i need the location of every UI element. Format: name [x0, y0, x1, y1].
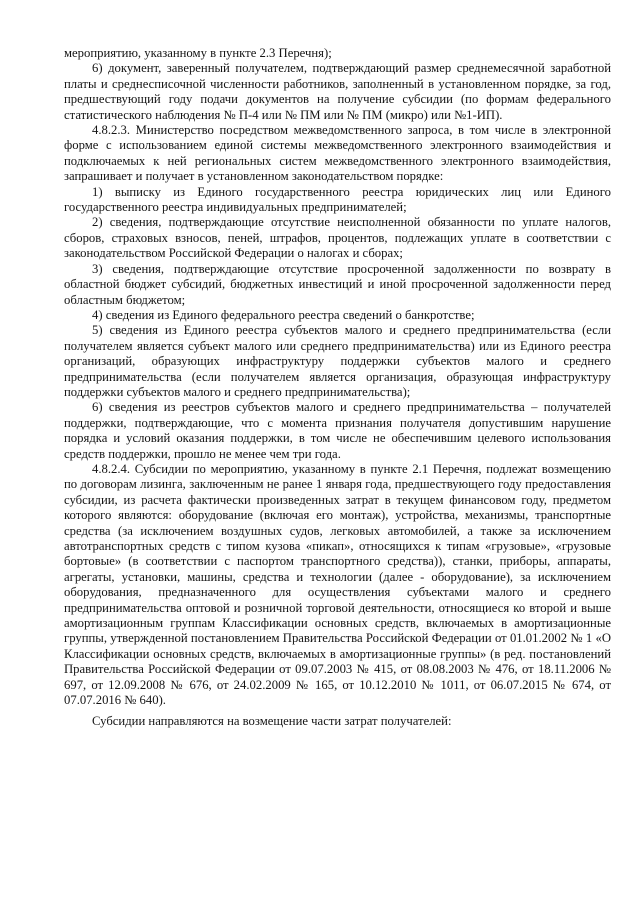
paragraph-item-2-taxes: 2) сведения, подтверждающие отсутствие неисполненной обязанности по уплате налогов, сборов, страховых взносов, пеней, штрафов, процентов, подлежащих уплате в соответствии с законодательством Российской Федерации о налогах и сборах; [64, 215, 611, 261]
paragraph-item-4-bankruptcy: 4) сведения из Единого федерального реестра сведений о банкротстве; [92, 307, 475, 322]
paragraph-item-6-support: 6) сведения из реестров субъектов малого и среднего предпринимательства – получателей поддержки, подтверждающие, что с момента признания получателя допустившим нарушение порядка и условий оказания поддержки, в том числе не обеспечившим целевого использования средств поддержки, прошло не менее чем три года. [64, 400, 611, 461]
paragraph-item-5-registry: 5) сведения из Единого реестра субъектов малого и среднего предпринимательства (если получателем является субъект малого или среднего предпринимательства) или из Единого реестра организаций, образующих инфраструктуру поддержки субъектов малого и среднего предпринимательства (если получателем является организация, образующая инфраструктуру поддержки субъектов малого и среднего предпринимательства); [64, 323, 611, 399]
document-body [64, 46, 611, 730]
paragraph-continuation: мероприятию, указанному в пункте 2.3 Перечня); [64, 46, 332, 60]
paragraph-subsidies: Субсидии направляются на возмещение части затрат получателей: [92, 714, 452, 729]
paragraph-4-8-2-4: 4.8.2.4. Субсидии по мероприятию, указанному в пункте 2.1 Перечня, подлежат возмещению по договорам лизинга, заключенным не ранее 1 января года, предшествующего году предоставления субсидии, из расчета фактически произведенных затрат в текущем финансовом году, предметом которого являются: оборудование (включая его монтаж), устройства, механизмы, транспортные средства (за исключением воздушных судов, легковых автомобилей, а также за исключением автотранспортных средств с типом кузова «пикап», относящихся к типам «грузовые», «грузовые бортовые» (в соответствии с паспортом транспортного средства)), станки, приборы, аппараты, агрегаты, установки, машины, средства и технологии (далее - оборудование), за исключением оборудования, предназначенного для осуществления субъектами малого и среднего предпринимательства оптовой и розничной торговой деятельности, относящиеся ко второй и выше амортизационным группам Классификации основных средств, включаемых в амортизационные группы, утвержденной постановлением Правительства Российской Федерации от 01.01.2002 № 1 «О Классификации основных средств, включаемых в амортизационные группы» (в ред. постановлений Правительства Российской Федерации от 09.07.2003 № 415, от 08.08.2003 № 476, от 18.11.2006 № 697, от 12.09.2008 № 676, от 24.02.2009 № 165, от 10.12.2010 № 1011, от 06.07.2015 № 674, от 07.07.2016 № 640). [64, 461, 611, 708]
paragraph-item-6-document: 6) документ, заверенный получателем, подтверждающий размер среднемесячной заработной платы и среднесписочной численности работников, заполненный в установленном порядке, за год, предшествующий году подачи документов на получение субсидии (по формам федерального статистического наблюдения № П-4 или № ПМ или № ПМ (микро) или №1-ИП). [64, 61, 611, 122]
paragraph-4-8-2-3: 4.8.2.3. Министерство посредством межведомственного запроса, в том числе в электронной форме с использованием единой системы межведомственного электронного взаимодействия и подключаемых к ней региональных систем межведомственного электронного взаимодействия, запрашивает и получает в установленном законодательством порядке: [64, 123, 611, 184]
paragraph-item-3-debt: 3) сведения, подтверждающие отсутствие просроченной задолженности по возврату в областной бюджет субсидий, бюджетных инвестиций и иной просроченной задолженности перед областным бюджетом; [64, 261, 611, 307]
paragraph-item-1-extract: 1) выписку из Единого государственного реестра юридических лиц или Единого государственного реестра индивидуальных предпринимателей; [64, 184, 611, 215]
